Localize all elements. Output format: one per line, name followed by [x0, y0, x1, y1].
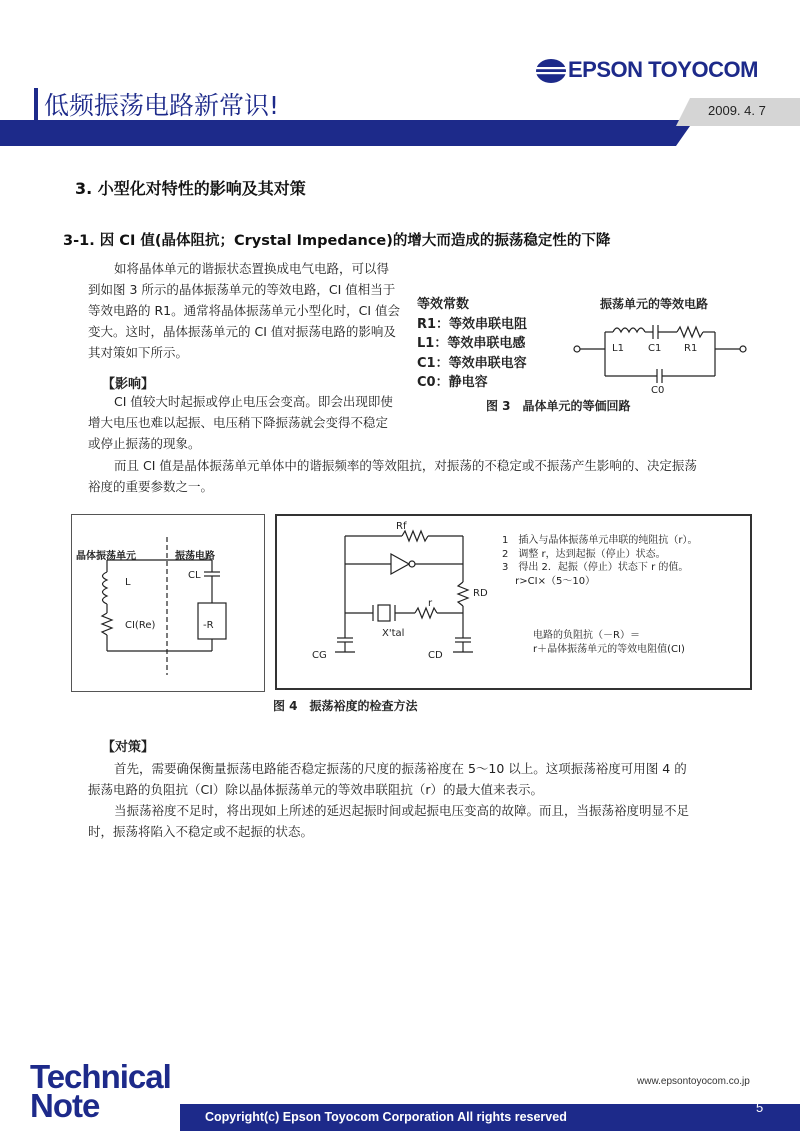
technical-note-logo	[30, 1058, 171, 1124]
website-url: www.epsontoyocom.co.jp	[637, 1076, 750, 1087]
effect-paragraph: CI 值较大时起振或停止电压会变高。即会出现即使增大电压也难以起振、电压稍下降振荡就会变得不稳定或停止振荡的现象。	[88, 394, 393, 451]
legend-title: 等效常数	[417, 297, 470, 312]
step-item: 1 插入与晶体振荡单元串联的纯阻抗（r）。	[502, 535, 698, 546]
label-r1: R1	[684, 343, 698, 354]
title-accent-bar	[34, 88, 38, 122]
legend-item: C1：等效串联电容	[417, 355, 527, 371]
label-c1: C1	[648, 343, 662, 354]
formula-line: r＋晶体振荡单元的等效电阻值(CI)	[533, 644, 685, 655]
subsection-heading: 3-1. 因 CI 值(晶体阻抗；Crystal Impedance)的增大而造成的振荡稳定性的下降	[63, 233, 611, 249]
intro-paragraph: 如将晶体单元的谐振状态置换成电气电路，可以得到如图 3 所示的晶体振荡单元的等效电路，CI 值相当于等效电路的 R1。通常将晶体振荡单元小型化时，CI 值会变大。这时，晶体振荡单元的 CI 值对振荡电路的影响及其对策如下所示。	[88, 261, 401, 360]
legend-item: C0：静电容	[417, 375, 488, 390]
document-date: 2009. 4. 7	[708, 103, 766, 118]
label-xtal: X'tal	[382, 628, 405, 639]
section-heading: 3. 小型化对特性的影响及其对策	[75, 179, 306, 198]
document-title: 低频振荡电路新常识!	[44, 91, 280, 120]
equivalent-constants-legend	[417, 295, 527, 393]
page-number: 5	[756, 1100, 764, 1115]
label-c0: C0	[651, 385, 665, 396]
step-item: 2 调整 r，达到起振（停止）状态。	[502, 548, 666, 560]
label-cg: CG	[312, 650, 327, 661]
effect-tag: 【影响】	[102, 377, 155, 392]
label-ci-re: CI(Re)	[125, 620, 156, 631]
crystal-equivalent-circuit-diagram	[565, 312, 755, 396]
measure-paragraph-2: 当振荡裕度不足时，将出现如上所述的延迟起振时间或起振电压变高的故障。而且，当振荡裕度明显不足时，振荡将陷入不稳定或不起振的状态。	[88, 803, 690, 839]
step-item: 3 得出 2．起振（停止）状态下 r 的值。	[502, 562, 689, 573]
measure-paragraph-1: 首先，需要确保衡量振荡电路能否稳定振荡的尺度的振荡裕度在 5～10 以上。这项振荡裕度可用图 4 的振荡电路的负阻抗（CI）除以晶体振荡单元的等效串联阻抗（r）的最大值来表示。	[88, 761, 687, 797]
negative-resistance-formula	[533, 629, 685, 657]
copyright-notice: Copyright(c) Epson Toyocom Corporation All rights reserved	[205, 1110, 567, 1124]
label-rd: RD	[473, 588, 488, 599]
label-rf: Rf	[396, 521, 407, 532]
legend-item: L1：等效串联电感	[417, 336, 526, 351]
label-cd: CD	[428, 650, 443, 661]
figure-4-caption: 图 4 振荡裕度的检查方法	[273, 699, 418, 713]
label-negative-r: -R	[203, 620, 214, 631]
brand-name: EPSON TOYOCOM	[568, 57, 758, 82]
step-item: r>CI×（5～10）	[502, 575, 596, 587]
test-steps	[502, 534, 697, 588]
crystal-unit-label: 晶体振荡单元	[76, 551, 136, 562]
figure-3-caption: 图 3 晶体单元的等価回路	[486, 399, 631, 413]
oscillation-circuit-label: 振荡电路	[175, 551, 215, 562]
note-word: Note	[30, 1087, 100, 1124]
crystal-oscillator-model-diagram	[72, 515, 262, 689]
negative-resistance-test-circuit-diagram	[277, 516, 497, 684]
label-r: r	[428, 598, 433, 609]
equivalent-circuit-title: 振荡单元的等效电路	[600, 297, 709, 311]
legend-item: R1：等效串联电阻	[417, 316, 528, 332]
measure-tag: 【对策】	[102, 740, 155, 755]
technical-word: Technical	[30, 1058, 171, 1095]
formula-line: 电路的负阻抗（－R）＝	[533, 630, 640, 641]
ci-parameter-paragraph: 而且 CI 值是晶体振荡单元单体中的谐振频率的等效阻抗，对振荡的不稳定或不振荡产生影响的、决定振荡裕度的重要参数之一。	[88, 458, 697, 494]
label-l1: L1	[612, 343, 624, 354]
label-cl: CL	[188, 570, 201, 581]
label-l: L	[125, 577, 131, 588]
